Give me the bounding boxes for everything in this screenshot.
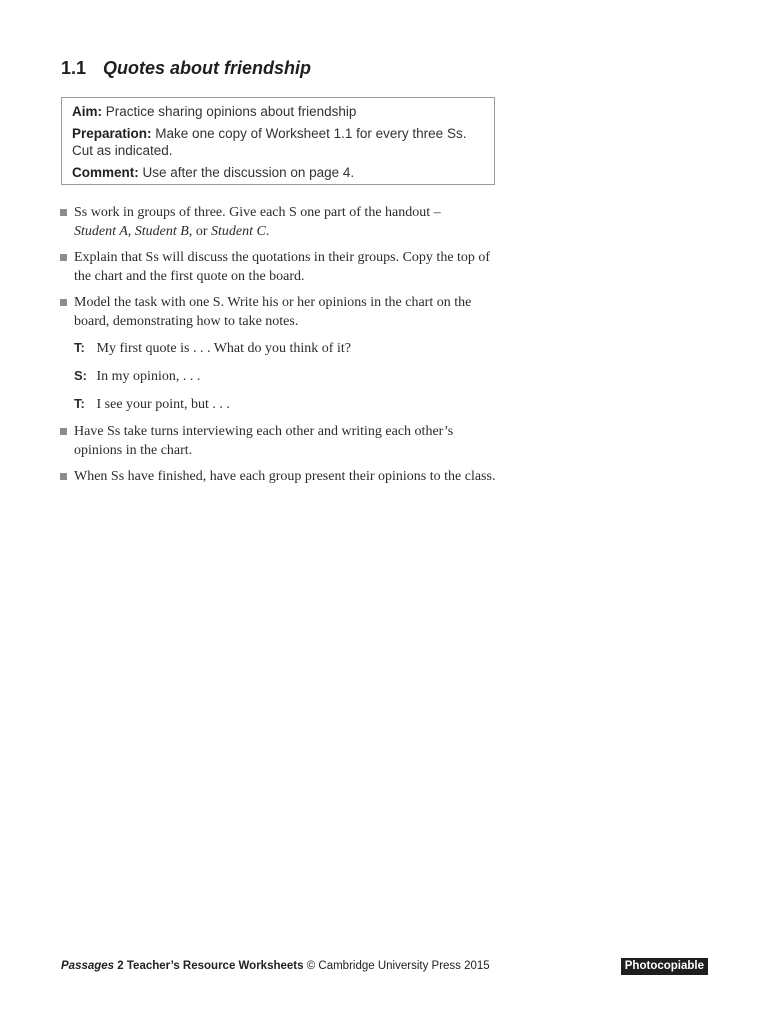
preparation-label: Preparation: (72, 126, 152, 141)
or-text: , or (188, 224, 212, 239)
photocopiable-badge: Photocopiable (621, 958, 708, 975)
comment-label: Comment: (72, 165, 139, 180)
preparation-text-2: Cut as indicated. (72, 143, 173, 158)
series-name: Teacher’s Resource Worksheets (126, 960, 304, 972)
aim-text: Practice sharing opinions about friendship (105, 104, 357, 119)
speaker-label: S: (74, 368, 87, 383)
bullet-square-icon (60, 473, 67, 480)
dialogue-text: My first quote is . . . What do you think of it? (96, 341, 351, 356)
bullet-square-icon (60, 254, 67, 261)
dialogue-line (74, 338, 498, 359)
footer-credit (61, 960, 490, 972)
book-title: Passages (61, 960, 115, 972)
student-b-label: Student B (134, 224, 189, 239)
student-c-label: Student C (211, 224, 266, 239)
step-1-end: . (265, 224, 270, 239)
step-2-text: Explain that Ss will discuss the quotations in their groups. Copy the top of the chart and the first quote on the board. (74, 250, 491, 284)
list-item (58, 422, 498, 460)
step-5-text: When Ss have finished, have each group present their opinions to the class. (74, 469, 496, 484)
dialogue-text: I see your point, but . . . (96, 397, 230, 412)
speaker-label: T: (74, 340, 85, 355)
list-item (58, 467, 498, 486)
info-box (61, 97, 495, 185)
list-item (58, 248, 498, 286)
section-number: 1.1 (61, 58, 87, 78)
list-item (58, 293, 498, 331)
step-1-text: Ss work in groups of three. Give each S one part of the handout – (74, 205, 441, 220)
bullet-square-icon (60, 299, 67, 306)
list-item: Ss work in groups of three. Give each S one part of the handout – Student A, Student B, or Student C. (58, 203, 498, 241)
comment-row (72, 164, 484, 181)
speaker-label: T: (74, 396, 85, 411)
step-3-text: Model the task with one S. Write his or her opinions in the chart on the board, demonstrating how to take notes. (74, 295, 472, 329)
dialogue-line (74, 394, 498, 415)
comment-text: Use after the discussion on page 4. (142, 165, 355, 180)
procedure-list (58, 203, 498, 493)
student-a-label: Student A (74, 224, 128, 239)
copyright-text: © Cambridge University Press 2015 (306, 960, 490, 972)
preparation-text: Make one copy of Worksheet 1.1 for every three Ss. (155, 126, 467, 141)
dialogue-line (74, 366, 498, 387)
preparation-row (72, 125, 484, 159)
bullet-square-icon (60, 209, 67, 216)
aim-row (72, 103, 484, 120)
book-level: 2 (117, 960, 124, 972)
section-title: Quotes about friendship (103, 58, 312, 78)
step-4-text: Have Ss take turns interviewing each other and writing each other’s opinions in the chart. (74, 424, 454, 458)
dialogue-text: In my opinion, . . . (96, 369, 201, 384)
page-title (61, 58, 311, 79)
page-footer (61, 958, 708, 976)
model-dialogue (58, 338, 498, 415)
bullet-square-icon (60, 428, 67, 435)
aim-label: Aim: (72, 104, 102, 119)
